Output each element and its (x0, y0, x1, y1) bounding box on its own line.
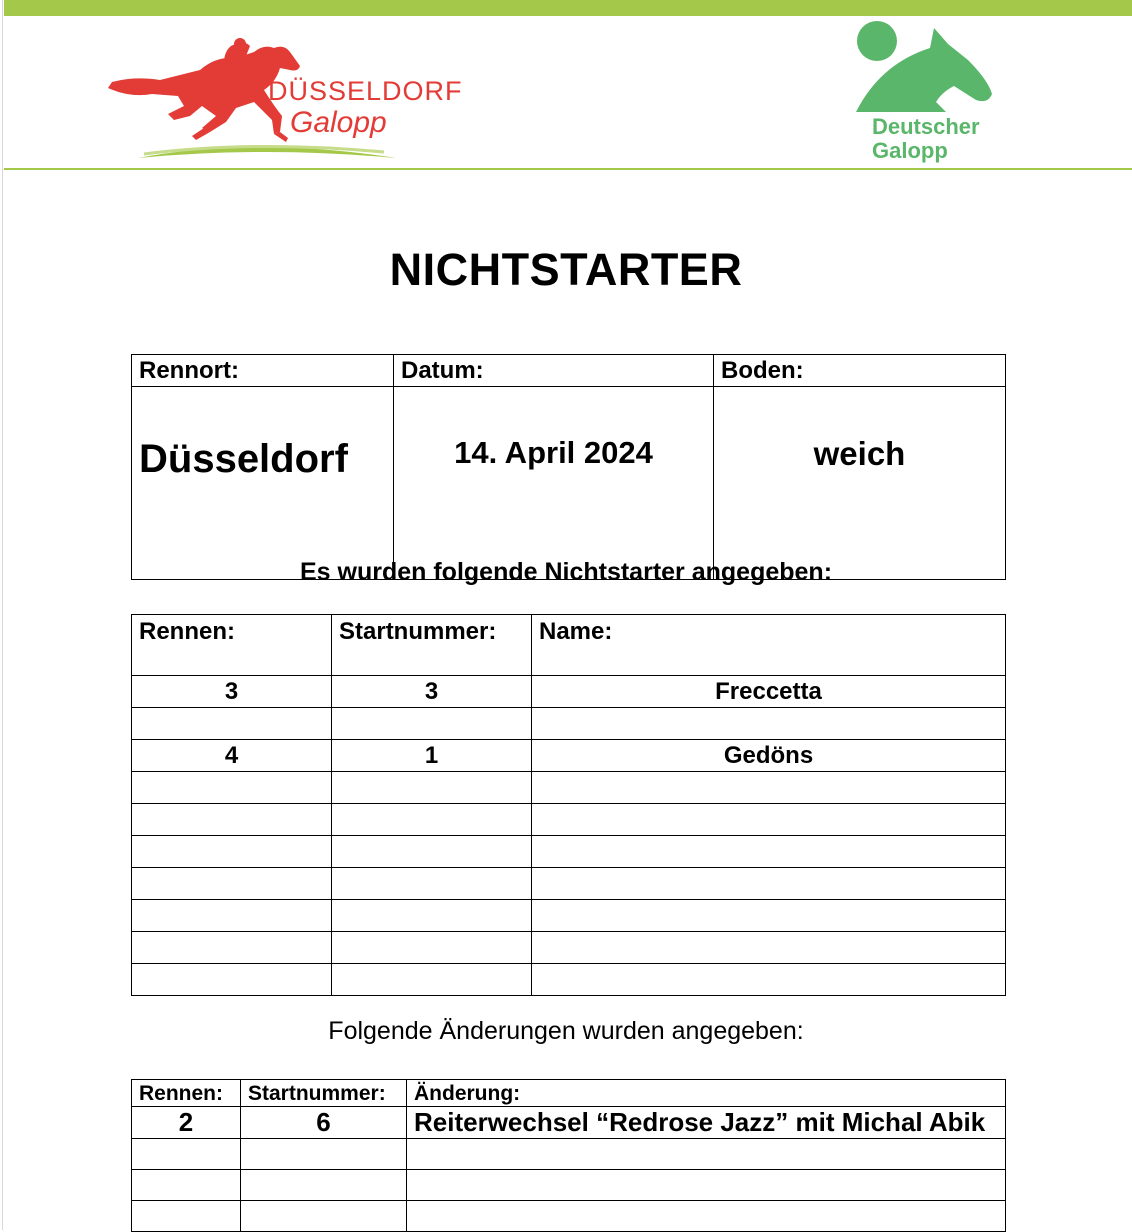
cell-name (532, 868, 1006, 900)
info-value-row (132, 387, 1006, 580)
logo-left-line1: DÜSSELDORF (268, 76, 463, 106)
cell-rennen: 4 (132, 740, 332, 772)
cell-aenderung: Reiterwechsel “Redrose Jazz” mit Michal Abik (407, 1107, 1006, 1139)
table-row (132, 868, 1006, 900)
top-accent-bar (4, 0, 1132, 16)
nonstarters-intro: Es wurden folgende Nichtstarter angegeben: (299, 558, 833, 586)
logo-right-line1: Deutscher (872, 114, 980, 139)
cell-rennen (132, 900, 332, 932)
header-rennen: Rennen: (132, 615, 332, 676)
cell-startnummer (241, 1139, 407, 1170)
cell-rennen (132, 804, 332, 836)
cell-name (532, 708, 1006, 740)
table-row (132, 1107, 1006, 1139)
header-boden: Boden: (714, 355, 1006, 387)
cell-startnummer (241, 1201, 407, 1232)
cell-rennen (132, 1170, 241, 1201)
changes-table (131, 1079, 1006, 1232)
cell-startnummer (332, 804, 532, 836)
cell-rennen (132, 932, 332, 964)
cell-startnummer: 6 (241, 1107, 407, 1139)
table-row (132, 1201, 1006, 1232)
table-row (132, 1170, 1006, 1201)
table-row (132, 708, 1006, 740)
nonstarters-table (131, 614, 1006, 996)
table-row (132, 772, 1006, 804)
header-name: Name: (532, 615, 1006, 676)
value-datum: 14. April 2024 (394, 387, 714, 580)
table-row (132, 836, 1006, 868)
table-row (132, 804, 1006, 836)
logo-right-line2: Galopp (872, 138, 948, 163)
value-boden: weich (714, 387, 1006, 580)
cell-startnummer (332, 932, 532, 964)
header-startnummer: Startnummer: (241, 1080, 407, 1107)
deutscher-galopp-logo (850, 18, 1000, 168)
cell-name (532, 932, 1006, 964)
cell-rennen (132, 1201, 241, 1232)
page-title: NICHTSTARTER (389, 244, 743, 295)
table-row (132, 1139, 1006, 1170)
nonstarters-header-row (132, 615, 1006, 676)
changes-intro: Folgende Änderungen wurden angegeben: (328, 1017, 804, 1045)
cell-rennen (132, 836, 332, 868)
cell-aenderung (407, 1170, 1006, 1201)
cell-startnummer (332, 964, 532, 996)
cell-name (532, 804, 1006, 836)
table-row (132, 740, 1006, 772)
cell-rennen: 3 (132, 676, 332, 708)
cell-startnummer: 1 (332, 740, 532, 772)
cell-rennen (132, 772, 332, 804)
cell-name (532, 772, 1006, 804)
cell-startnummer (332, 772, 532, 804)
cell-name: Gedöns (532, 740, 1006, 772)
table-row (132, 932, 1006, 964)
cell-rennen: 2 (132, 1107, 241, 1139)
header-rennen: Rennen: (132, 1080, 241, 1107)
cell-rennen (132, 1139, 241, 1170)
cell-name (532, 964, 1006, 996)
header-rennort: Rennort: (132, 355, 394, 387)
table-row (132, 676, 1006, 708)
header-aenderung: Änderung: (407, 1080, 1006, 1107)
logo-left-line2: Galopp (290, 106, 387, 139)
header-startnummer: Startnummer: (332, 615, 532, 676)
cell-aenderung (407, 1201, 1006, 1232)
cell-rennen (132, 868, 332, 900)
value-rennort: Düsseldorf (132, 387, 394, 580)
horse-head-icon (850, 18, 1000, 118)
info-header-row (132, 355, 1006, 387)
header-divider (4, 168, 1132, 170)
header-datum: Datum: (394, 355, 714, 387)
cell-rennen (132, 964, 332, 996)
table-row (132, 964, 1006, 996)
cell-startnummer (241, 1170, 407, 1201)
cell-rennen (132, 708, 332, 740)
cell-startnummer (332, 708, 532, 740)
table-row (132, 900, 1006, 932)
cell-startnummer (332, 900, 532, 932)
cell-startnummer (332, 868, 532, 900)
race-info-table (131, 354, 1006, 580)
changes-header-row (132, 1080, 1006, 1107)
cell-name: Freccetta (532, 676, 1006, 708)
cell-startnummer (332, 836, 532, 868)
cell-name (532, 836, 1006, 868)
duesseldorf-galopp-logo (104, 36, 463, 164)
cell-name (532, 900, 1006, 932)
cell-startnummer: 3 (332, 676, 532, 708)
cell-aenderung (407, 1139, 1006, 1170)
